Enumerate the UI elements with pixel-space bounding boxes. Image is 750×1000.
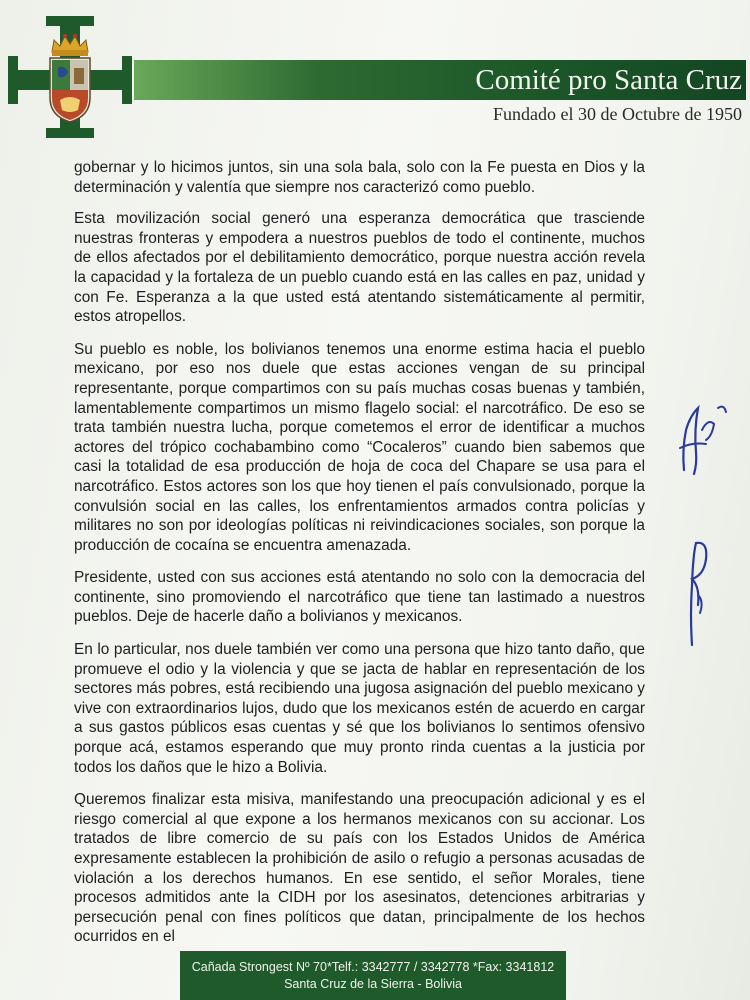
letter-body [74, 158, 645, 960]
paragraph-6: Queremos finalizar esta misiva, manifestando una preocupación adicional y es el riesgo comercial al que expone a los hermanos mexicanos con su accionar. Los tratados de libre comercio de su país con los Estados Unidos de América expresamente establecen la prohibición de asilo o refugio a personas acusadas de violación a los derechos humanos. En ese sentido, el señor Morales, tiene procesos admitidos ante la CIDH por los asesinatos, detenciones arbitrarias y persecución penal con fines políticos que datan, principalmente de los hechos ocurridos en el [74, 791, 645, 946]
paragraph-1: gobernar y lo hicimos juntos, sin una sola bala, solo con la Fe puesta en Dios y la determinación y valentía que siempre nos caracterizó como pueblo. [74, 159, 645, 196]
handwritten-initial-signature [672, 390, 736, 480]
paragraph-2: Esta movilización social generó una esperanza democrática que trasciende nuestras fronteras y empodera a nuestros pueblos de todo el continente, muchos de ellos afectados por el debilitamiento democrático, porque nuestra acción revela la capacidad y la fortaleza de un pueblo cuando está en las calles en paz, unidad y con Fe. Esperanza a la que usted está atentando sistemáticamente al permitir, estos atropellos. [74, 210, 645, 326]
paragraph-3: Su pueblo es noble, los bolivianos tenemos una enorme estima hacia el pueblo mexicano, por eso nos duele que estas acciones vengan de su principal representante, porque compartimos con su país muchas cosas buenas y también, lamentablemente compartimos un mismo flagelo social: el narcotráfico. De eso se trata también nuestra lucha, porque cometemos el error de identificar a muchos actores del trópico cochabambino como “Cocaleros” cuando bien sabemos que casi la totalidad de esa producción de hoja de coca del Chapare se usa para el narcotráfico. Estos actores son los que hoy tienen el país convulsionado, porque la convulsión social en las calles, los enfrentamientos armados contra policías y militares no son por ideologías políticas ni reivindicaciones sociales, son porque la producción de cocaína se encuentra amenazada. [74, 340, 645, 554]
paragraph-4: Presidente, usted con sus acciones está atentando no solo con la democracia del continente, sino promoviendo el narcotráfico que tiene tan lastimado a nuestros pueblos. Deje de hacerle daño a bolivianos y mexicanos. [74, 569, 645, 626]
footer-contact-bar [180, 951, 566, 1000]
paragraph-5: En lo particular, nos duele también ver como una persona que hizo tanto daño, que promueve el odio y la violencia y que se jacta de hablar en representación de los sectores más pobres, está recibiendo una jugosa asignación del pueblo mexicano y vive con extraordinarios lujos, dudo que los mexicanos estén de acuerdo en cargar a sus gastos públicos esas cuentas y sé que los bolivianos lo sentimos ofensivo porque acá, estamos esperando que muy pronto rinda cuentas a la justicia por todos los daños que le hizo a Bolivia. [74, 641, 645, 776]
coat-of-arms-logo [8, 16, 132, 138]
founded-date: Fundado el 30 de Octubre de 1950 [493, 104, 742, 124]
footer-address-phone: Cañada Strongest Nº 70*Telf.: 3342777 / 3342778 *Fax: 3341812 [191, 960, 555, 974]
organization-name: Comité pro Santa Cruz [475, 64, 742, 96]
handwritten-signature [678, 535, 718, 650]
footer-city: Santa Cruz de la Sierra - Bolivia [284, 977, 462, 991]
